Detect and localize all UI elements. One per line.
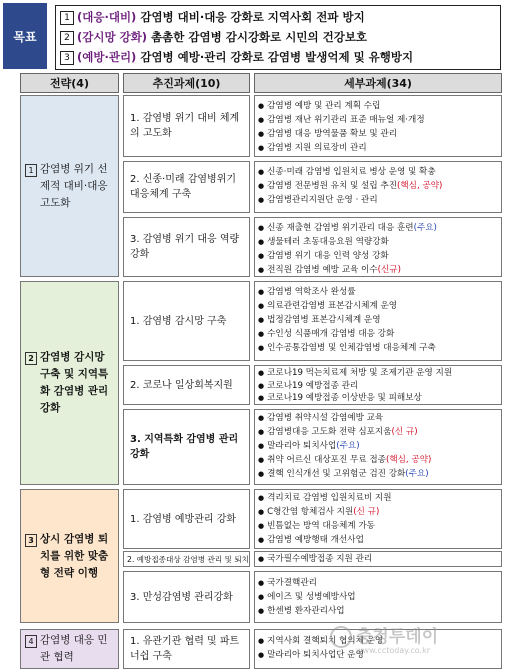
column-header-strategy: 전략(4) bbox=[20, 73, 119, 93]
core-pledge-mark: (핵심, 공약) bbox=[397, 181, 443, 191]
detail-cell bbox=[254, 217, 502, 277]
detail-item: ● 국가결핵관리 bbox=[258, 578, 317, 588]
detail-cell bbox=[254, 281, 502, 361]
strategy-text: 감염병 위기 선제적 대비·대응 고도화 bbox=[40, 162, 108, 209]
detail-cell bbox=[254, 161, 502, 213]
detail-item: ● 감염병 대응 방역물품 확보 및 관리 bbox=[258, 129, 397, 139]
strategy-cell bbox=[20, 489, 119, 623]
detail-cell bbox=[254, 551, 502, 567]
goal-tag: (감시망 강화) bbox=[77, 30, 148, 44]
goal-item bbox=[60, 7, 365, 27]
task-cell: 2. 코로나 일상회복지원 bbox=[123, 365, 250, 405]
task-cell: 3. 지역특화 감염병 관리 강화 bbox=[123, 409, 250, 485]
detail-item: ● 말라리아 퇴치사업(주요) bbox=[258, 441, 360, 451]
detail-item: ● 한센병 환자관리사업 bbox=[258, 606, 345, 616]
goal-tag: (예방·관리) bbox=[77, 50, 137, 64]
detail-item: ● 법정감염병 표본감시체계 운영 bbox=[258, 315, 381, 325]
detail-item: ● 감염병 위기 대응 인력 양성 강화 bbox=[258, 251, 389, 261]
detail-cell bbox=[254, 365, 502, 405]
detail-item: ● 생물테러 초동대응요원 역량강화 bbox=[258, 237, 389, 247]
task-cell: 1. 감염병 감시망 구축 bbox=[123, 281, 250, 361]
detail-item: ● 감염병 지원 의료장비 관리 bbox=[258, 143, 367, 153]
goal-number: 1 bbox=[60, 11, 74, 25]
task-cell: 1. 유관기관 협력 및 파트너쉽 구축 bbox=[123, 629, 250, 669]
strategy-cell bbox=[20, 281, 119, 485]
detail-item: ● 국가필수예방접종 지원 관리 bbox=[258, 554, 373, 564]
strategy-text: 감염병 대응 민관 협력 bbox=[40, 634, 108, 663]
strategy-cell bbox=[20, 629, 119, 669]
detail-item: ● 격리치료 감염병 입원치료비 지원 bbox=[258, 493, 392, 503]
detail-item: ● 결핵 인식개선 및 고위험군 검진 강화(주요) bbox=[258, 469, 429, 479]
watermark-circle-icon bbox=[330, 626, 352, 648]
strategy-number: 3 bbox=[25, 534, 37, 547]
core-mark: (주요) bbox=[336, 441, 360, 451]
goal-tag: (대응·대비) bbox=[77, 10, 137, 24]
detail-item: ● 코로나19 예방접종 이상반응 및 피해보상 bbox=[258, 393, 422, 403]
detail-item: ● 코로나19 예방접종 관리 bbox=[258, 380, 359, 391]
detail-item: ● 감염병 예방 및 관리 계획 수립 bbox=[258, 101, 381, 111]
detail-item: ● 취약 어르신 대상포진 무료 접종(핵심, 공약) bbox=[258, 455, 432, 465]
strategy-cell bbox=[20, 95, 119, 277]
goal-label: 목표 bbox=[3, 3, 47, 69]
detail-item: ● 빈틈없는 방역 대응체계 가동 bbox=[258, 521, 375, 531]
detail-item: ● 에이즈 및 성병예방사업 bbox=[258, 592, 356, 602]
core-pledge-mark: (핵심, 공약) bbox=[385, 455, 432, 465]
column-header-detail: 세부과제(34) bbox=[254, 73, 502, 93]
goal-number: 2 bbox=[60, 31, 74, 45]
goal-text: 감염병 예방·관리 강화로 감염병 발생억제 및 유행방지 bbox=[136, 50, 414, 64]
task-cell: 2. 신종·미래 감염병위기 대응체계 구축 bbox=[123, 161, 250, 213]
detail-item: ● 감염병대응 고도화 전략 심포지움(신 규) bbox=[258, 427, 418, 437]
strategy-number: 2 bbox=[25, 352, 37, 365]
detail-item: ● 전직원 감염병 예방 교육 이수(신규) bbox=[258, 265, 401, 275]
new-mark: (신 규) bbox=[353, 507, 380, 517]
detail-item: ● 신종 재출현 감염병 위기관리 대응 훈련(주요) bbox=[258, 223, 437, 233]
core-mark: (주요) bbox=[405, 469, 429, 479]
goal-number: 3 bbox=[60, 51, 74, 65]
goal-item bbox=[60, 47, 413, 67]
detail-item: ● 인수공통감염병 및 인체감염병 대응체계 구축 bbox=[258, 343, 436, 353]
detail-cell bbox=[254, 489, 502, 549]
new-mark: (신규) bbox=[377, 265, 401, 275]
watermark-logo bbox=[330, 622, 505, 666]
goal-text: 촘촘한 감염병 감시강화로 시민의 건강보호 bbox=[147, 30, 368, 44]
detail-item: ● 신종·미래 감염병 입원치료 병상 운영 및 확충 bbox=[258, 167, 436, 177]
core-mark: (주요) bbox=[413, 223, 437, 233]
task-cell: 1. 감염병 예방관리 강화 bbox=[123, 489, 250, 549]
task-cell: 2. 예방접종대상 감염병 관리 및 퇴치 bbox=[123, 551, 250, 567]
goal-header bbox=[3, 3, 503, 69]
detail-item: ● 감염병 예방행태 개선사업 bbox=[258, 535, 364, 545]
detail-cell bbox=[254, 571, 502, 623]
detail-item: ● 코로나19 먹는치료제 처방 및 조제기관 운영 지원 bbox=[258, 368, 453, 378]
detail-cell bbox=[254, 95, 502, 157]
watermark-text: 충청투데이 bbox=[356, 627, 439, 647]
detail-item: ● 의료관련감염병 표본감시체계 운영 bbox=[258, 301, 398, 311]
watermark-url: www.cctoday.co.kr bbox=[356, 646, 430, 655]
new-mark: (신 규) bbox=[391, 427, 418, 437]
task-cell: 3. 감염병 위기 대응 역량강화 bbox=[123, 217, 250, 277]
goal-item bbox=[60, 27, 367, 47]
strategy-text: 상시 감염병 퇴치를 위한 맞춤형 전략 이행 bbox=[40, 532, 109, 579]
detail-item: ● C형간염 항체검사 지원(신 규) bbox=[258, 507, 380, 517]
detail-item: ● 말라리아 퇴치사업단 운영 bbox=[258, 650, 364, 660]
strategy-number: 1 bbox=[25, 164, 37, 177]
detail-item: ● 감염병관리지원단 운영 · 관리 bbox=[258, 195, 378, 205]
detail-item: ● 감염병 취약시설 감염예방 교육 bbox=[258, 413, 384, 423]
goal-box bbox=[55, 5, 501, 70]
detail-item: ● 수인성 식품매개 감염병 대응 강화 bbox=[258, 329, 395, 339]
detail-item: ● 감염병 역학조사 완성률 bbox=[258, 287, 356, 297]
detail-item: ● 감염병 재난 위기관리 표준 매뉴얼 제·개정 bbox=[258, 115, 425, 125]
detail-item: ● 감염병 전문병원 유치 및 설립 추진(핵심, 공약) bbox=[258, 181, 443, 191]
column-header-task: 추진과제(10) bbox=[123, 73, 250, 93]
detail-item: ● 지역사회 결핵퇴치 협의체 운영 bbox=[258, 636, 384, 646]
detail-cell bbox=[254, 409, 502, 485]
task-cell: 3. 만성감염병 관리강화 bbox=[123, 571, 250, 623]
task-cell: 1. 감염병 위기 대비 체계의 고도화 bbox=[123, 95, 250, 157]
goal-text: 감염병 대비·대응 강화로 지역사회 전파 방지 bbox=[136, 10, 365, 24]
strategy-text: 감염병 감시망 구축 및 지역특화 감염병 관리 강화 bbox=[40, 351, 109, 414]
strategy-number: 4 bbox=[25, 635, 37, 648]
